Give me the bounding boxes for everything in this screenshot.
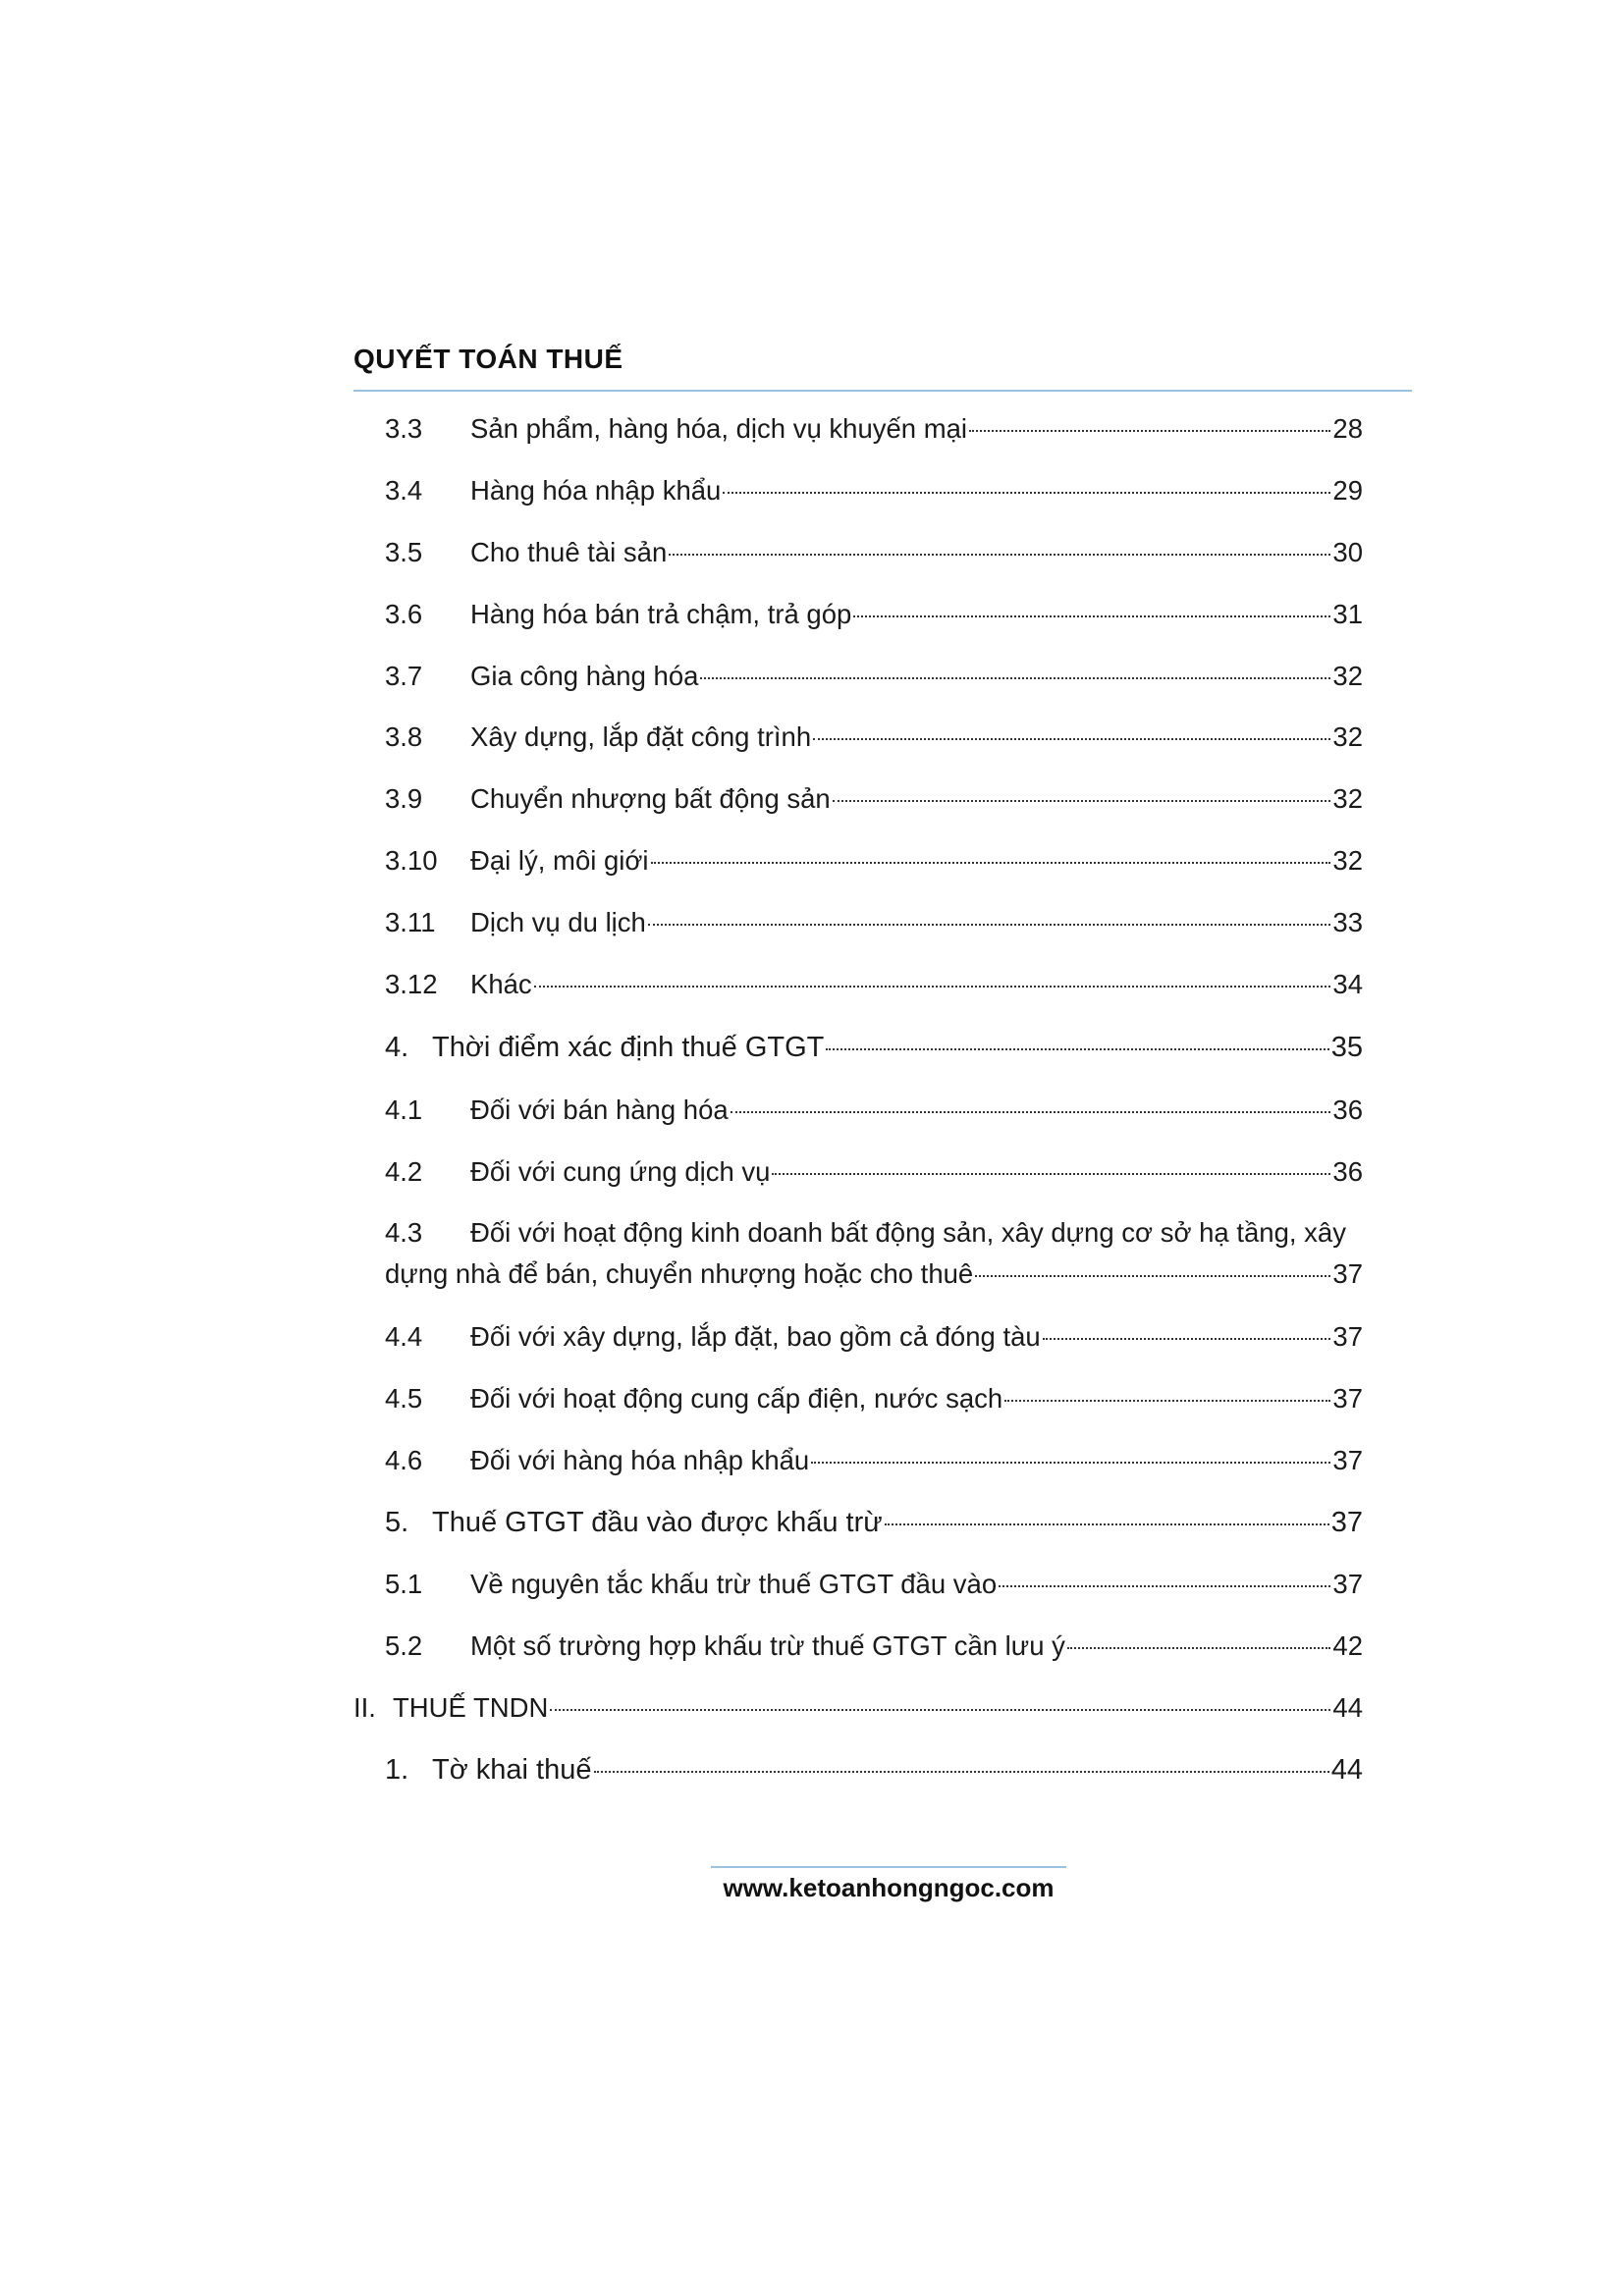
toc-leader <box>813 738 1330 740</box>
toc-number: 1. <box>385 1754 409 1786</box>
toc-entry-5-1[interactable] <box>385 1568 1363 1601</box>
toc-title-line-2: dựng nhà để bán, chuyển nhượng hoặc cho thuê <box>385 1258 974 1289</box>
toc-page-number: 35 <box>1330 1032 1363 1063</box>
toc-title: Khác <box>470 969 532 999</box>
toc-leader <box>772 1173 1330 1175</box>
toc-leader <box>594 1771 1329 1773</box>
toc-entry-3-6[interactable] <box>385 598 1363 631</box>
toc-page-number: 37 <box>1332 1258 1363 1289</box>
toc-number: 3.7 <box>385 661 423 691</box>
toc-entry-3-3[interactable] <box>385 412 1363 446</box>
page-header-title: QUYẾT TOÁN THUẾ <box>353 344 623 374</box>
toc-leader <box>885 1523 1329 1525</box>
toc-page-number: 44 <box>1330 1754 1363 1786</box>
toc-number: 4.4 <box>385 1321 423 1352</box>
toc-page-number: 37 <box>1332 1321 1363 1352</box>
toc-title: Xây dựng, lắp đặt công trình <box>470 721 812 752</box>
toc-number: 3.3 <box>385 413 423 444</box>
toc-entry-5-2[interactable] <box>385 1629 1363 1663</box>
toc-page-number: 37 <box>1330 1507 1363 1538</box>
toc-title: Tờ khai thuế <box>432 1754 592 1786</box>
toc-title: Hàng hóa nhập khẩu <box>470 475 722 506</box>
toc-entry-ii[interactable] <box>353 1691 1363 1725</box>
toc-leader <box>853 615 1330 617</box>
toc-leader <box>550 1709 1330 1711</box>
toc-entry-4-3[interactable] <box>385 1216 1363 1291</box>
toc-page-number: 37 <box>1332 1383 1363 1414</box>
toc-page-number: 31 <box>1332 599 1363 629</box>
toc-entry-3-5[interactable] <box>385 536 1363 569</box>
footer-website-link[interactable]: www.ketoanhongngoc.com <box>723 1873 1055 1902</box>
toc-entry-4-2[interactable] <box>385 1155 1363 1189</box>
toc-leader <box>833 800 1331 802</box>
toc-number: 5. <box>385 1507 409 1538</box>
toc-leader <box>723 492 1330 494</box>
toc-page-number: 30 <box>1332 537 1363 567</box>
toc-page-number: 29 <box>1332 475 1363 506</box>
toc-page-number: 33 <box>1332 907 1363 937</box>
toc-number: 3.8 <box>385 721 423 752</box>
toc-leader <box>826 1048 1328 1050</box>
toc-number: 3.5 <box>385 537 423 567</box>
toc-entry-4-6[interactable] <box>385 1444 1363 1477</box>
toc-entry-3-10[interactable] <box>385 844 1363 878</box>
toc-entry-3-11[interactable] <box>385 906 1363 939</box>
toc-leader <box>969 430 1330 432</box>
toc-number: 5.2 <box>385 1630 423 1661</box>
toc-entry-3-9[interactable] <box>385 782 1363 816</box>
toc-title: Về nguyên tắc khấu trừ thuế GTGT đầu vào <box>470 1569 998 1599</box>
toc-leader <box>648 924 1331 926</box>
toc-title: Đối với cung ứng dịch vụ <box>470 1156 771 1187</box>
toc-title: Chuyển nhượng bất động sản <box>470 783 831 814</box>
toc-title: Sản phẩm, hàng hóa, dịch vụ khuyến mại <box>470 413 968 444</box>
toc-title: Dịch vụ du lịch <box>470 907 646 937</box>
toc-title: Hàng hóa bán trả chậm, trả góp <box>470 599 852 629</box>
toc-page-number: 32 <box>1332 783 1363 814</box>
toc-leader <box>534 986 1331 988</box>
toc-title: Đối với bán hàng hóa <box>470 1095 729 1125</box>
toc-number: 4.6 <box>385 1445 423 1475</box>
toc-page-number: 37 <box>1332 1569 1363 1599</box>
toc-number: 3.4 <box>385 475 423 506</box>
toc-title: Cho thuê tài sản <box>470 537 668 567</box>
toc-leader <box>1043 1338 1331 1340</box>
toc-number: 3.6 <box>385 599 423 629</box>
toc-title: Đối với xây dựng, lắp đặt, bao gồm cả đóng tàu <box>470 1321 1041 1352</box>
toc-number: 4.5 <box>385 1383 423 1414</box>
toc-page-number: 36 <box>1332 1095 1363 1125</box>
toc-number: 3.9 <box>385 783 423 814</box>
toc-page-number: 32 <box>1332 661 1363 691</box>
toc-entry-3-4[interactable] <box>385 474 1363 507</box>
footer-divider <box>711 1866 1066 1868</box>
toc-number: 4. <box>385 1032 409 1063</box>
toc-entry-3-8[interactable] <box>385 721 1363 754</box>
toc-title: Đại lý, môi giới <box>470 845 649 876</box>
toc-title-line-1: Đối với hoạt động kinh doanh bất động sản, xây dựng cơ sở hạ tầng, xây <box>470 1217 1346 1248</box>
toc-entry-4-5[interactable] <box>385 1382 1363 1415</box>
toc-leader <box>731 1111 1331 1113</box>
toc-page-number: 32 <box>1332 845 1363 876</box>
toc-title: Thuế GTGT đầu vào được khấu trừ <box>432 1507 883 1538</box>
toc-page-number: 34 <box>1332 969 1363 999</box>
toc-number: 3.11 <box>385 907 436 937</box>
toc-entry-3-7[interactable] <box>385 660 1363 693</box>
toc-entry-4[interactable] <box>385 1031 1363 1064</box>
toc-entry-5[interactable] <box>385 1506 1363 1539</box>
toc-leader <box>651 862 1331 864</box>
toc-leader <box>1004 1400 1330 1402</box>
toc-leader <box>999 1585 1330 1587</box>
toc-number: 4.2 <box>385 1156 423 1187</box>
toc-entry-1[interactable] <box>385 1753 1363 1787</box>
toc-title: Đối với hàng hóa nhập khẩu <box>470 1445 810 1475</box>
toc-page-number: 42 <box>1332 1630 1363 1661</box>
toc-number: 3.10 <box>385 845 438 876</box>
toc-leader <box>700 677 1330 679</box>
toc-page-number: 44 <box>1332 1692 1363 1723</box>
toc-title: Đối với hoạt động cung cấp điện, nước sạch <box>470 1383 1003 1414</box>
toc-leader <box>811 1462 1330 1464</box>
toc-page-number: 28 <box>1332 413 1363 444</box>
toc-number: 4.3 <box>385 1217 423 1248</box>
toc-page-number: 37 <box>1332 1445 1363 1475</box>
toc-leader <box>1067 1647 1331 1649</box>
toc-number: 3.12 <box>385 969 438 999</box>
toc-page-number: 36 <box>1332 1156 1363 1187</box>
toc-title: Một số trường hợp khấu trừ thuế GTGT cần lưu ý <box>470 1630 1065 1661</box>
toc-entry-3-12[interactable] <box>385 968 1363 1001</box>
toc-title: Thời điểm xác định thuế GTGT <box>432 1032 825 1063</box>
toc-leader <box>975 1275 1330 1277</box>
toc-title: THUẾ TNDN <box>393 1692 549 1723</box>
toc-entry-4-1[interactable] <box>385 1094 1363 1127</box>
toc-number: 4.1 <box>385 1095 423 1125</box>
toc-entry-4-4[interactable] <box>385 1320 1363 1354</box>
toc-number: II. <box>353 1692 376 1723</box>
toc-page-number: 32 <box>1332 721 1363 752</box>
toc-number: 5.1 <box>385 1569 423 1599</box>
toc-leader <box>669 554 1330 556</box>
toc-title: Gia công hàng hóa <box>470 661 699 691</box>
